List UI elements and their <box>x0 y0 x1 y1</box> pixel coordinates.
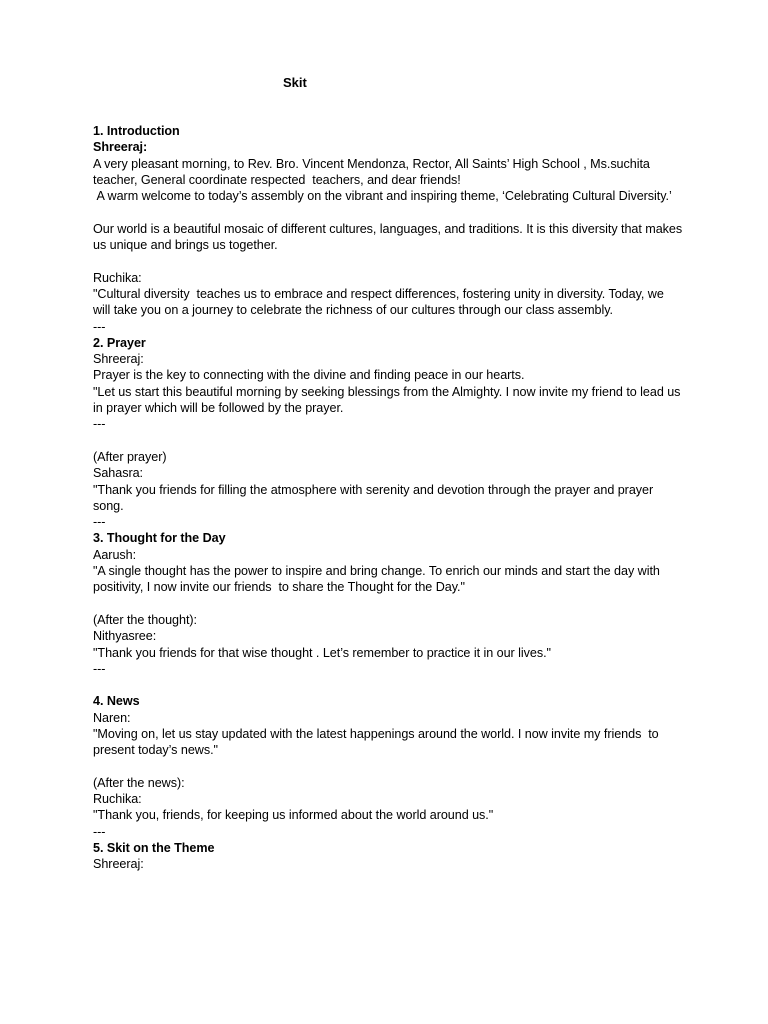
section-heading: 5. Skit on the Theme <box>93 841 215 856</box>
speaker-label: Shreeraj: <box>93 857 144 872</box>
body-line: "Thank you, friends, for keeping us informed about the world around us." <box>93 808 494 823</box>
separator-line: --- <box>93 824 106 839</box>
body-line: A very pleasant morning, to Rev. Bro. Vincent Mendonza, Rector, All Saints’ High School , Ms.suchita teacher, General coordinate respected teachers, and dear friends! <box>93 156 654 187</box>
blank-line <box>93 759 683 775</box>
stage-direction: (After the news): <box>93 775 185 790</box>
body-line: "Moving on, let us stay updated with the latest happenings around the world. I now invite my friends to present today’s news." <box>93 726 663 758</box>
document-body <box>93 123 686 873</box>
body-line: "Let us start this beautiful morning by seeking blessings from the Almighty. I now invite my friend to lead us in prayer which will be followed by the prayer. <box>93 384 684 416</box>
blank-line <box>93 204 683 220</box>
section-heading: 4. News <box>93 694 140 709</box>
blank-line <box>93 253 683 269</box>
speaker-label: Aarush: <box>93 547 137 562</box>
separator-line: --- <box>93 319 106 334</box>
body-line: Our world is a beautiful mosaic of different cultures, languages, and traditions. It is this diversity that makes us unique and brings us together. <box>93 221 686 253</box>
document-title: Skit <box>283 75 307 90</box>
body-line: Prayer is the key to connecting with the divine and finding peace in our hearts. <box>93 368 525 383</box>
speaker-label: Shreeraj: <box>93 140 148 155</box>
body-line: A warm welcome to today’s assembly on the vibrant and inspiring theme, ‘Celebrating Cultural Diversity.’ <box>93 189 672 204</box>
separator-line: --- <box>93 515 106 530</box>
speaker-label: Ruchika: <box>93 792 142 807</box>
stage-direction: (After the thought): <box>93 612 198 627</box>
section-heading: 2. Prayer <box>93 335 146 350</box>
body-line: "Thank you friends for that wise thought . Let’s remember to practice it in our lives." <box>93 645 551 660</box>
separator-line: --- <box>93 417 106 432</box>
section-heading: 1. Introduction <box>93 124 180 138</box>
blank-line <box>93 677 683 693</box>
separator-line: --- <box>93 661 106 676</box>
body-line: "Cultural diversity teaches us to embrace and respect differences, fostering unity in diversity. Today, we will take you on a journey to celebrate the richness of our cultures through our class assembly. <box>93 286 668 318</box>
speaker-label: Ruchika: <box>93 270 142 285</box>
section-heading: 3. Thought for the Day <box>93 531 226 546</box>
speaker-label: Sahasra: <box>93 466 144 481</box>
blank-line <box>93 596 683 612</box>
body-line: "Thank you friends for filling the atmosphere with serenity and devotion through the prayer and prayer song. <box>93 482 657 513</box>
speaker-label: Shreeraj: <box>93 352 144 367</box>
stage-direction: (After prayer) <box>93 449 167 464</box>
blank-line <box>93 433 683 449</box>
speaker-label: Nithyasree: <box>93 629 157 644</box>
body-line: "A single thought has the power to inspire and bring change. To enrich our minds and start the day with positivity, I now invite our friends to share the Thought for the Day." <box>93 564 664 595</box>
speaker-label: Naren: <box>93 710 131 725</box>
